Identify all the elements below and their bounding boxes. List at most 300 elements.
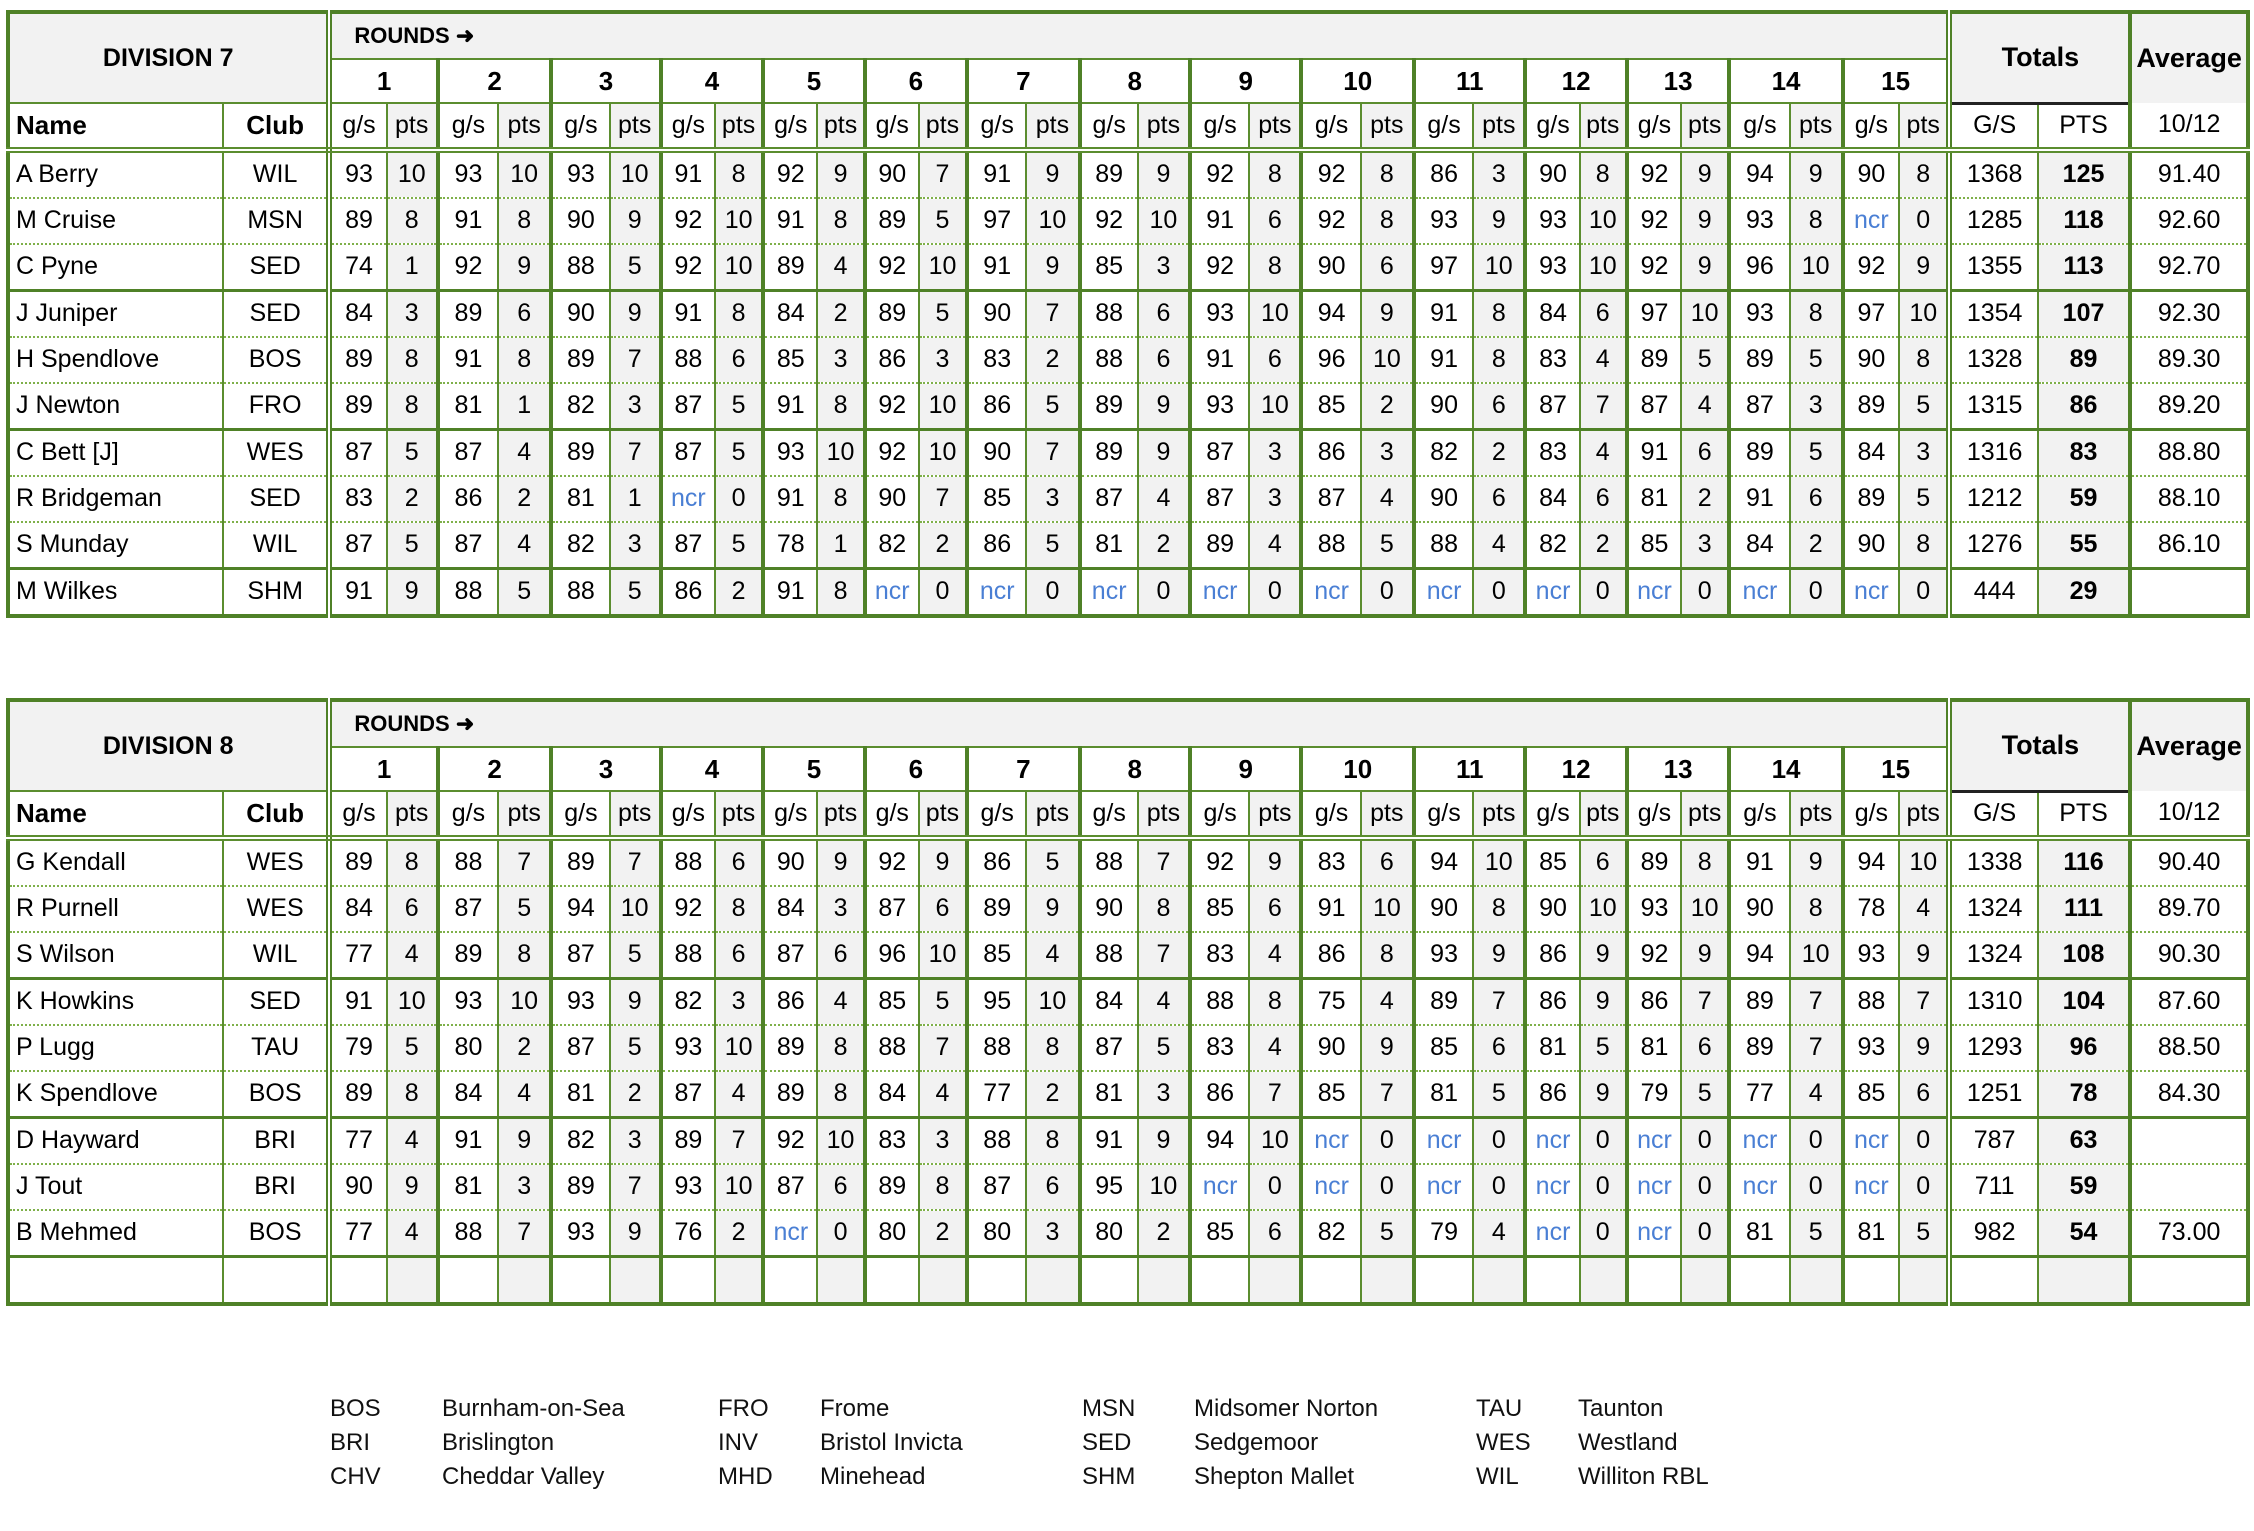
- round-points: 2: [715, 568, 763, 616]
- round-gs-score: ncr: [865, 568, 919, 616]
- round-gs-score: 86: [438, 476, 498, 522]
- round-gs-score: 89: [763, 244, 817, 291]
- round-gs-score: 85: [1190, 1210, 1249, 1257]
- round-gs-score: 93: [763, 429, 817, 476]
- standings-table: [6, 698, 2250, 1306]
- round-gs-score: 89: [1729, 1025, 1789, 1071]
- round-points: 2: [919, 522, 967, 569]
- round-points: 0: [1580, 1164, 1627, 1210]
- round-gs-score: 89: [329, 383, 386, 430]
- round-gs-score: ncr: [1627, 1164, 1681, 1210]
- empty-cell: [610, 1256, 661, 1304]
- gs-column-header: g/s: [1190, 791, 1249, 838]
- round-points: 8: [817, 568, 864, 616]
- round-gs-score: 81: [1080, 1071, 1138, 1118]
- round-points: 3: [919, 1117, 967, 1164]
- round-points: 8: [1361, 932, 1414, 979]
- round-gs-score: 75: [1301, 978, 1360, 1025]
- round-gs-score: 82: [1525, 522, 1579, 569]
- round-gs-score: 93: [551, 150, 609, 198]
- round-points: 0: [715, 476, 763, 522]
- round-gs-score: 89: [1190, 522, 1249, 569]
- round-gs-score: 92: [438, 244, 498, 291]
- round-gs-score: 87: [763, 932, 817, 979]
- total-gs: 1293: [1949, 1025, 2037, 1071]
- pts-column-header: pts: [1899, 103, 1949, 150]
- player-row: [8, 198, 2248, 244]
- round-gs-score: 87: [551, 932, 609, 979]
- round-points: 10: [1580, 244, 1627, 291]
- round-points: 10: [1026, 198, 1079, 244]
- round-points: 10: [919, 932, 967, 979]
- round-gs-score: 93: [661, 1164, 715, 1210]
- round-gs-score: 92: [763, 150, 817, 198]
- round-points: 9: [1138, 150, 1190, 198]
- round-points: 5: [715, 522, 763, 569]
- round-gs-score: 92: [1627, 198, 1681, 244]
- average-score: 89.70: [2130, 886, 2248, 932]
- round-gs-score: 87: [438, 886, 498, 932]
- round-points: 5: [1790, 337, 1843, 383]
- round-points: 2: [1138, 1210, 1190, 1257]
- pts-column-header: pts: [715, 791, 763, 838]
- round-gs-score: 88: [865, 1025, 919, 1071]
- round-points: 10: [498, 150, 551, 198]
- round-gs-score: 81: [551, 476, 609, 522]
- legend-item: [330, 1460, 625, 1494]
- round-points: 3: [1681, 522, 1729, 569]
- round-points: 5: [1026, 383, 1079, 430]
- round-gs-score: 87: [1190, 429, 1249, 476]
- round-gs-score: 91: [1627, 429, 1681, 476]
- round-points: 7: [610, 337, 661, 383]
- round-gs-score: 78: [1843, 886, 1899, 932]
- round-points: 0: [1580, 568, 1627, 616]
- legend-code: CHV: [330, 1463, 381, 1490]
- round-gs-score: 88: [967, 1025, 1026, 1071]
- division-title: DIVISION 8: [8, 700, 329, 791]
- pts-column-header: pts: [1473, 791, 1525, 838]
- gs-column-header: g/s: [865, 791, 919, 838]
- round-points: 4: [1249, 522, 1301, 569]
- round-gs-score: 89: [438, 290, 498, 337]
- round-points: 6: [1580, 838, 1627, 886]
- gs-column-header: g/s: [1627, 103, 1681, 150]
- round-points: 7: [610, 429, 661, 476]
- round-gs-score: 84: [329, 886, 386, 932]
- round-points: 10: [715, 244, 763, 291]
- round-gs-score: 91: [763, 383, 817, 430]
- round-gs-score: 91: [1301, 886, 1360, 932]
- round-gs-score: 88: [1190, 978, 1249, 1025]
- gs-column-header: g/s: [661, 103, 715, 150]
- round-gs-score: 97: [1627, 290, 1681, 337]
- round-gs-score: 77: [1729, 1071, 1789, 1118]
- round-gs-score: 90: [551, 290, 609, 337]
- round-gs-score: 80: [438, 1025, 498, 1071]
- round-gs-score: 79: [1414, 1210, 1473, 1257]
- round-gs-score: 91: [438, 337, 498, 383]
- round-gs-score: 88: [661, 838, 715, 886]
- round-gs-score: 87: [438, 522, 498, 569]
- gs-column-header: g/s: [1525, 103, 1579, 150]
- round-gs-score: 89: [1843, 383, 1899, 430]
- round-gs-score: ncr: [1525, 1164, 1579, 1210]
- round-gs-score: 91: [438, 198, 498, 244]
- name-column-header: Name: [8, 103, 223, 150]
- round-gs-score: 80: [865, 1210, 919, 1257]
- round-points: 6: [1580, 476, 1627, 522]
- round-points: 8: [498, 198, 551, 244]
- round-gs-score: 93: [551, 978, 609, 1025]
- round-gs-score: 93: [551, 1210, 609, 1257]
- round-gs-score: 81: [1843, 1210, 1899, 1257]
- player-name: M Cruise: [8, 198, 223, 244]
- round-points: 7: [1681, 978, 1729, 1025]
- total-gs: 1324: [1949, 886, 2037, 932]
- round-gs-score: 89: [329, 198, 386, 244]
- round-gs-score: 79: [1627, 1071, 1681, 1118]
- round-gs-score: 84: [438, 1071, 498, 1118]
- round-gs-score: 85: [1843, 1071, 1899, 1118]
- round-points: 9: [1580, 978, 1627, 1025]
- round-gs-score: 90: [1301, 244, 1360, 291]
- rounds-label: ROUNDS ➜: [329, 12, 1949, 59]
- pts-column-header: pts: [1580, 103, 1627, 150]
- player-row: [8, 290, 2248, 337]
- round-gs-score: 81: [1627, 1025, 1681, 1071]
- round-gs-score: 88: [661, 337, 715, 383]
- round-points: 8: [387, 383, 438, 430]
- round-gs-score: 87: [865, 886, 919, 932]
- total-points: 59: [2038, 476, 2130, 522]
- round-points: 5: [387, 429, 438, 476]
- round-gs-score: 89: [865, 198, 919, 244]
- round-gs-score: 91: [329, 568, 386, 616]
- round-gs-score: 87: [1080, 1025, 1138, 1071]
- round-points: 3: [610, 1117, 661, 1164]
- legend-code: WES: [1476, 1429, 1531, 1456]
- round-points: 6: [1681, 429, 1729, 476]
- player-row: [8, 337, 2248, 383]
- round-gs-score: 84: [763, 886, 817, 932]
- total-gs: 1338: [1949, 838, 2037, 886]
- round-points: 2: [498, 1025, 551, 1071]
- round-points: 1: [387, 244, 438, 291]
- round-gs-score: 90: [1301, 1025, 1360, 1071]
- round-points: 1: [610, 476, 661, 522]
- pts-column-header: pts: [387, 103, 438, 150]
- round-gs-score: 86: [661, 568, 715, 616]
- pts-column-header: pts: [1361, 791, 1414, 838]
- legend-item: [330, 1392, 625, 1426]
- round-gs-score: 86: [1525, 932, 1579, 979]
- round-points: 10: [715, 1025, 763, 1071]
- empty-cell: [2130, 1256, 2248, 1304]
- total-points: 125: [2038, 150, 2130, 198]
- round-gs-score: 89: [661, 1117, 715, 1164]
- round-points: 8: [1681, 838, 1729, 886]
- round-points: 8: [387, 1071, 438, 1118]
- empty-cell: [1473, 1256, 1525, 1304]
- round-gs-score: ncr: [1843, 1117, 1899, 1164]
- round-gs-score: 87: [967, 1164, 1026, 1210]
- total-gs: 1355: [1949, 244, 2037, 291]
- round-gs-score: 92: [1190, 838, 1249, 886]
- club-legend: [330, 1392, 1790, 1512]
- pts-column-header: pts: [817, 791, 864, 838]
- total-gs: 1315: [1949, 383, 2037, 430]
- round-gs-score: 92: [1301, 150, 1360, 198]
- round-points: 2: [1361, 383, 1414, 430]
- round-points: 10: [610, 150, 661, 198]
- gs-column-header: g/s: [1190, 103, 1249, 150]
- round-points: 8: [1899, 150, 1949, 198]
- round-gs-score: 89: [551, 1164, 609, 1210]
- player-row: [8, 522, 2248, 569]
- round-number: 4: [661, 59, 763, 103]
- round-points: 0: [1361, 1117, 1414, 1164]
- round-gs-score: 86: [1301, 932, 1360, 979]
- player-row: [8, 978, 2248, 1025]
- total-points: 86: [2038, 383, 2130, 430]
- round-points: 10: [1138, 198, 1190, 244]
- round-number: 7: [967, 747, 1079, 791]
- round-gs-score: 93: [1627, 886, 1681, 932]
- round-points: 4: [1790, 1071, 1843, 1118]
- round-points: 9: [610, 290, 661, 337]
- round-points: 2: [1790, 522, 1843, 569]
- player-club: WES: [223, 886, 329, 932]
- round-points: 7: [1138, 932, 1190, 979]
- round-gs-score: 87: [661, 383, 715, 430]
- round-points: 8: [817, 476, 864, 522]
- empty-cell: [1190, 1256, 1249, 1304]
- gs-column-header: g/s: [967, 103, 1026, 150]
- round-gs-score: 94: [1729, 932, 1789, 979]
- player-row: [8, 568, 2248, 616]
- round-points: 8: [1473, 290, 1525, 337]
- round-gs-score: 77: [329, 1210, 386, 1257]
- round-points: 10: [1473, 838, 1525, 886]
- round-points: 9: [1681, 244, 1729, 291]
- round-gs-score: 87: [763, 1164, 817, 1210]
- round-points: 5: [1026, 522, 1079, 569]
- round-gs-score: 91: [763, 476, 817, 522]
- round-points: 6: [1138, 337, 1190, 383]
- round-gs-score: 88: [551, 244, 609, 291]
- round-gs-score: 92: [1190, 150, 1249, 198]
- round-points: 5: [1580, 1025, 1627, 1071]
- gs-column-header: g/s: [763, 791, 817, 838]
- round-points: 8: [1361, 150, 1414, 198]
- round-gs-score: ncr: [1301, 1117, 1360, 1164]
- empty-cell: [1843, 1256, 1899, 1304]
- round-gs-score: 81: [1080, 522, 1138, 569]
- round-gs-score: 96: [1729, 244, 1789, 291]
- gs-column-header: g/s: [1525, 791, 1579, 838]
- round-points: 2: [1681, 476, 1729, 522]
- column-header-row: [8, 791, 2248, 838]
- round-points: 9: [1580, 932, 1627, 979]
- round-points: 1: [817, 522, 864, 569]
- average-score: 88.10: [2130, 476, 2248, 522]
- round-points: 8: [715, 290, 763, 337]
- legend-club: Midsomer Norton: [1194, 1395, 1379, 1422]
- legend-club: Taunton: [1578, 1395, 1664, 1422]
- player-club: BOS: [223, 337, 329, 383]
- empty-cell: [817, 1256, 864, 1304]
- round-points: 9: [1580, 1071, 1627, 1118]
- average-score: 92.60: [2130, 198, 2248, 244]
- gs-column-header: g/s: [967, 791, 1026, 838]
- empty-cell: [1580, 1256, 1627, 1304]
- round-points: 5: [498, 886, 551, 932]
- player-club: TAU: [223, 1025, 329, 1071]
- round-points: 8: [1361, 198, 1414, 244]
- round-gs-score: ncr: [763, 1210, 817, 1257]
- round-points: 9: [1790, 838, 1843, 886]
- round-points: 10: [1580, 886, 1627, 932]
- round-points: 6: [1361, 244, 1414, 291]
- rounds-label: ROUNDS ➜: [329, 700, 1949, 747]
- total-points: 89: [2038, 337, 2130, 383]
- round-gs-score: 89: [551, 838, 609, 886]
- round-gs-score: 84: [1729, 522, 1789, 569]
- round-gs-score: 81: [438, 383, 498, 430]
- empty-cell: [1414, 1256, 1473, 1304]
- round-points: 9: [1681, 198, 1729, 244]
- round-gs-score: 89: [865, 290, 919, 337]
- round-gs-score: 94: [1843, 838, 1899, 886]
- round-points: 7: [610, 1164, 661, 1210]
- round-gs-score: ncr: [1729, 568, 1789, 616]
- round-points: 4: [1138, 978, 1190, 1025]
- round-gs-score: 84: [1525, 290, 1579, 337]
- round-points: 4: [498, 429, 551, 476]
- round-number: 1: [329, 747, 437, 791]
- player-club: SED: [223, 290, 329, 337]
- round-gs-score: ncr: [1627, 1117, 1681, 1164]
- legend-item: [1476, 1392, 1709, 1426]
- gs-column-header: g/s: [1729, 791, 1789, 838]
- round-gs-score: 93: [1729, 198, 1789, 244]
- round-points: 10: [1580, 198, 1627, 244]
- round-points: 9: [498, 244, 551, 291]
- round-gs-score: 90: [1843, 522, 1899, 569]
- total-gs: 1368: [1949, 150, 2037, 198]
- round-gs-score: ncr: [1729, 1117, 1789, 1164]
- total-points: 78: [2038, 1071, 2130, 1118]
- gs-column-header: g/s: [661, 791, 715, 838]
- round-points: 10: [1249, 383, 1301, 430]
- round-gs-score: 85: [1301, 383, 1360, 430]
- player-row: [8, 932, 2248, 979]
- round-gs-score: 85: [1301, 1071, 1360, 1118]
- round-gs-score: 91: [1080, 1117, 1138, 1164]
- round-points: 0: [1361, 568, 1414, 616]
- round-number: 2: [438, 747, 551, 791]
- round-gs-score: 84: [763, 290, 817, 337]
- legend-item: [1476, 1426, 1709, 1460]
- round-points: 10: [919, 429, 967, 476]
- round-points: 8: [498, 337, 551, 383]
- round-points: 9: [1026, 886, 1079, 932]
- round-gs-score: 91: [967, 244, 1026, 291]
- round-gs-score: 84: [1525, 476, 1579, 522]
- average-score: 90.40: [2130, 838, 2248, 886]
- round-points: 2: [1026, 1071, 1079, 1118]
- round-gs-score: ncr: [967, 568, 1026, 616]
- round-gs-score: 89: [1414, 978, 1473, 1025]
- round-gs-score: 82: [1301, 1210, 1360, 1257]
- round-gs-score: 77: [329, 1117, 386, 1164]
- round-gs-score: 85: [1525, 838, 1579, 886]
- total-points: 63: [2038, 1117, 2130, 1164]
- round-number: 3: [551, 59, 660, 103]
- round-points: 7: [1361, 1071, 1414, 1118]
- round-points: 8: [919, 1164, 967, 1210]
- round-gs-score: 89: [763, 1025, 817, 1071]
- round-gs-score: 88: [1414, 522, 1473, 569]
- round-gs-score: 90: [329, 1164, 386, 1210]
- average-score: 73.00: [2130, 1210, 2248, 1257]
- round-points: 3: [1790, 383, 1843, 430]
- round-gs-score: 90: [1843, 337, 1899, 383]
- total-points: 55: [2038, 522, 2130, 569]
- empty-row: [8, 1256, 2248, 1304]
- round-points: 8: [1790, 198, 1843, 244]
- round-gs-score: 94: [551, 886, 609, 932]
- legend-item: [1082, 1426, 1378, 1460]
- round-gs-score: 85: [1414, 1025, 1473, 1071]
- player-club: SED: [223, 978, 329, 1025]
- round-points: 0: [1473, 568, 1525, 616]
- round-gs-score: ncr: [1190, 568, 1249, 616]
- round-gs-score: 86: [1301, 429, 1360, 476]
- round-points: 6: [1138, 290, 1190, 337]
- round-points: 10: [387, 150, 438, 198]
- round-gs-score: 86: [1414, 150, 1473, 198]
- header-row: [8, 700, 2248, 747]
- round-gs-score: 90: [1525, 886, 1579, 932]
- pts-column-header: pts: [1249, 791, 1301, 838]
- round-gs-score: 94: [1729, 150, 1789, 198]
- legend-club: Westland: [1578, 1429, 1678, 1456]
- round-gs-score: 92: [865, 244, 919, 291]
- round-points: 6: [1361, 838, 1414, 886]
- round-points: 10: [919, 244, 967, 291]
- round-points: 6: [1026, 1164, 1079, 1210]
- player-club: BRI: [223, 1164, 329, 1210]
- round-number: 12: [1525, 59, 1626, 103]
- round-number: 9: [1190, 747, 1301, 791]
- gs-column-header: g/s: [438, 103, 498, 150]
- round-points: 6: [817, 932, 864, 979]
- division-8-table: [6, 698, 2250, 1306]
- round-number: 8: [1080, 747, 1190, 791]
- round-gs-score: 81: [1729, 1210, 1789, 1257]
- round-gs-score: 89: [329, 838, 386, 886]
- round-gs-score: ncr: [1843, 198, 1899, 244]
- total-pts-header: PTS: [2038, 103, 2130, 150]
- round-points: 2: [1580, 522, 1627, 569]
- round-gs-score: 81: [1525, 1025, 1579, 1071]
- round-gs-score: 93: [329, 150, 386, 198]
- round-points: 5: [1899, 476, 1949, 522]
- round-gs-score: 87: [1080, 476, 1138, 522]
- round-gs-score: 91: [763, 568, 817, 616]
